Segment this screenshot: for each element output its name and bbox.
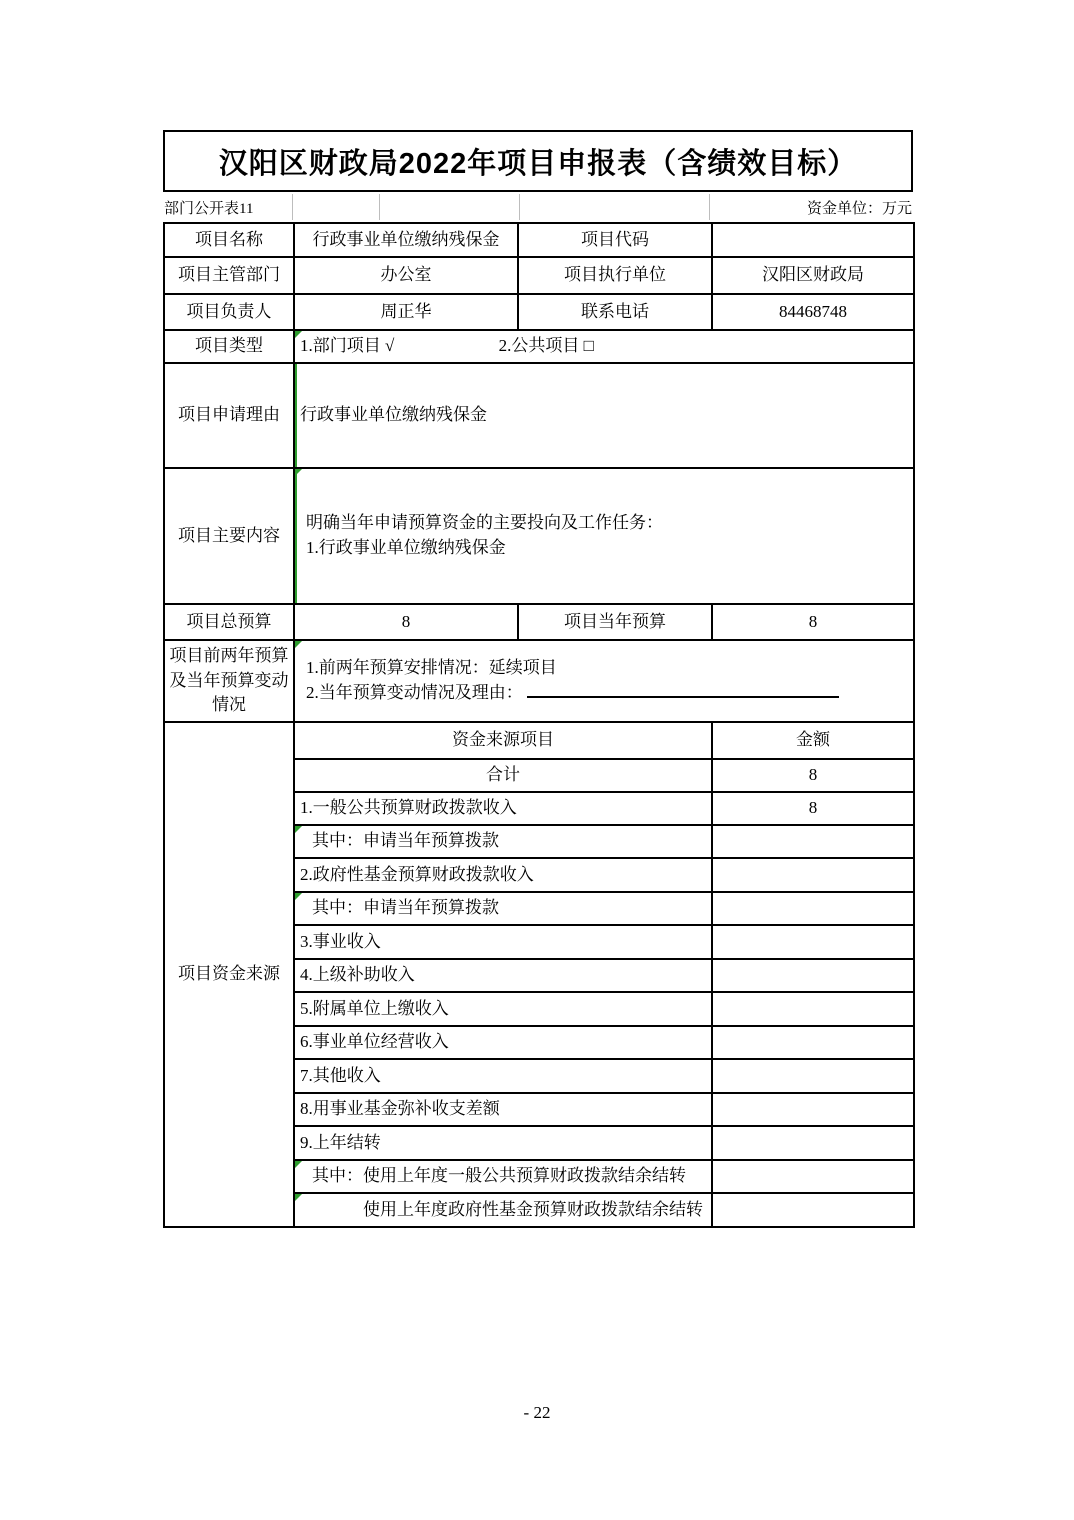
table-row: [164, 294, 914, 330]
table-row: [164, 468, 914, 604]
funding-item-amount: [712, 925, 914, 959]
form-subheader: [163, 192, 913, 222]
funding-item-text: 其中：申请当年预算拨款: [312, 831, 499, 851]
table-row: [164, 363, 914, 468]
funding-item-text: 其中：使用上年度一般公共预算财政拨款结余结转: [312, 1166, 686, 1186]
faint-divider: [379, 194, 380, 220]
funding-item-label: 8.用事业基金弥补收支差额: [294, 1093, 712, 1126]
flag-icon: [295, 1194, 302, 1201]
funding-item-label: [294, 1160, 712, 1193]
total-budget-value: 8: [294, 604, 518, 640]
history-line: 1.前两年预算安排情况：延续项目: [306, 658, 557, 678]
year-budget-value: 8: [712, 604, 914, 640]
history-line-text: 2.当年预算变动情况及理由：: [306, 683, 523, 702]
funding-item-amount: 8: [712, 792, 914, 825]
blank-underline: [527, 681, 839, 698]
application-form: [163, 130, 913, 1228]
reason-value: [294, 363, 914, 468]
funding-item-label: [294, 1193, 712, 1227]
funding-item-label: 3.事业收入: [294, 925, 712, 959]
faint-divider: [292, 194, 293, 220]
project-type-label: 项目类型: [164, 330, 294, 363]
funding-item-label: 7.其他收入: [294, 1059, 712, 1093]
history-label: 项目前两年预算及当年预算变动情况: [164, 640, 294, 722]
project-name-label: 项目名称: [164, 223, 294, 257]
year-budget-label: 项目当年预算: [518, 604, 712, 640]
application-table: [163, 222, 915, 1228]
funding-header-amount: 金额: [712, 722, 914, 759]
table-row: [164, 640, 914, 722]
leader-value: 周正华: [294, 294, 518, 330]
dept-label: 项目主管部门: [164, 257, 294, 294]
flag-icon: [295, 893, 302, 900]
funding-item-label: 1.一般公共预算财政拨款收入: [294, 792, 712, 825]
flag-icon: [295, 331, 302, 338]
type-option-dept: 1.部门项目 √: [300, 336, 395, 356]
leader-label: 项目负责人: [164, 294, 294, 330]
faint-divider: [709, 194, 710, 220]
flag-icon: [295, 469, 302, 476]
funding-item-amount: [712, 959, 914, 992]
flag-icon: [295, 1161, 302, 1168]
funding-item-label: [294, 892, 712, 925]
exec-unit-label: 项目执行单位: [518, 257, 712, 294]
funding-item-amount: [712, 1026, 914, 1059]
table-index-label: 部门公开表11: [164, 200, 254, 217]
faint-divider: [519, 194, 520, 220]
funding-item-amount: [712, 1059, 914, 1093]
content-line: 明确当年申请预算资金的主要投向及工作任务：: [306, 513, 663, 533]
funding-item-amount: 8: [712, 759, 914, 792]
funding-item-label: 6.事业单位经营收入: [294, 1026, 712, 1059]
project-type-value: [294, 330, 914, 363]
funding-item-amount: [712, 1126, 914, 1160]
form-title: 汉阳区财政局2022年项目申报表（含绩效目标）: [163, 130, 913, 192]
history-line: [300, 681, 911, 706]
flag-icon: [295, 826, 302, 833]
funding-item-amount: [712, 1093, 914, 1126]
funding-item-amount: [712, 825, 914, 858]
table-row: [164, 722, 914, 759]
table-row: [164, 604, 914, 640]
funding-item-label: 5.附属单位上缴收入: [294, 992, 712, 1026]
phone-value: 84468748: [712, 294, 914, 330]
dept-value: 办公室: [294, 257, 518, 294]
flag-icon: [295, 641, 302, 648]
history-value: [294, 640, 914, 722]
table-row: [164, 257, 914, 294]
project-name-value: 行政事业单位缴纳残保金: [294, 223, 518, 257]
content-label: 项目主要内容: [164, 468, 294, 604]
page-number: - 22: [523, 1403, 551, 1422]
reason-text: 行政事业单位缴纳残保金: [300, 405, 487, 425]
total-budget-label: 项目总预算: [164, 604, 294, 640]
funding-item-amount: [712, 892, 914, 925]
funding-section-label: 项目资金来源: [164, 722, 294, 1227]
funding-item-amount: [712, 1193, 914, 1227]
funding-item-text: 使用上年度政府性基金预算财政拨款结余结转: [363, 1199, 703, 1219]
phone-label: 联系电话: [518, 294, 712, 330]
funding-item-label: 2.政府性基金预算财政拨款收入: [294, 858, 712, 892]
funding-item-label: [294, 825, 712, 858]
funding-item-text: 其中：申请当年预算拨款: [312, 898, 499, 918]
funding-item-label: 9.上年结转: [294, 1126, 712, 1160]
content-line: 1.行政事业单位缴纳残保金: [306, 538, 506, 557]
table-row: [164, 223, 914, 257]
funding-item-amount: [712, 858, 914, 892]
funding-item-label: 4.上级补助收入: [294, 959, 712, 992]
content-value: [294, 468, 914, 604]
reason-label: 项目申请理由: [164, 363, 294, 468]
currency-unit-label: 资金单位：万元: [806, 200, 912, 217]
exec-unit-value: 汉阳区财政局: [712, 257, 914, 294]
funding-item-amount: [712, 992, 914, 1026]
type-option-public: 2.公共项目 □: [498, 336, 594, 356]
funding-header-item: 资金来源项目: [294, 722, 712, 759]
table-row: [164, 330, 914, 363]
project-code-value: [712, 223, 914, 257]
project-code-label: 项目代码: [518, 223, 712, 257]
funding-item-label: 合计: [294, 759, 712, 792]
funding-item-amount: [712, 1160, 914, 1193]
